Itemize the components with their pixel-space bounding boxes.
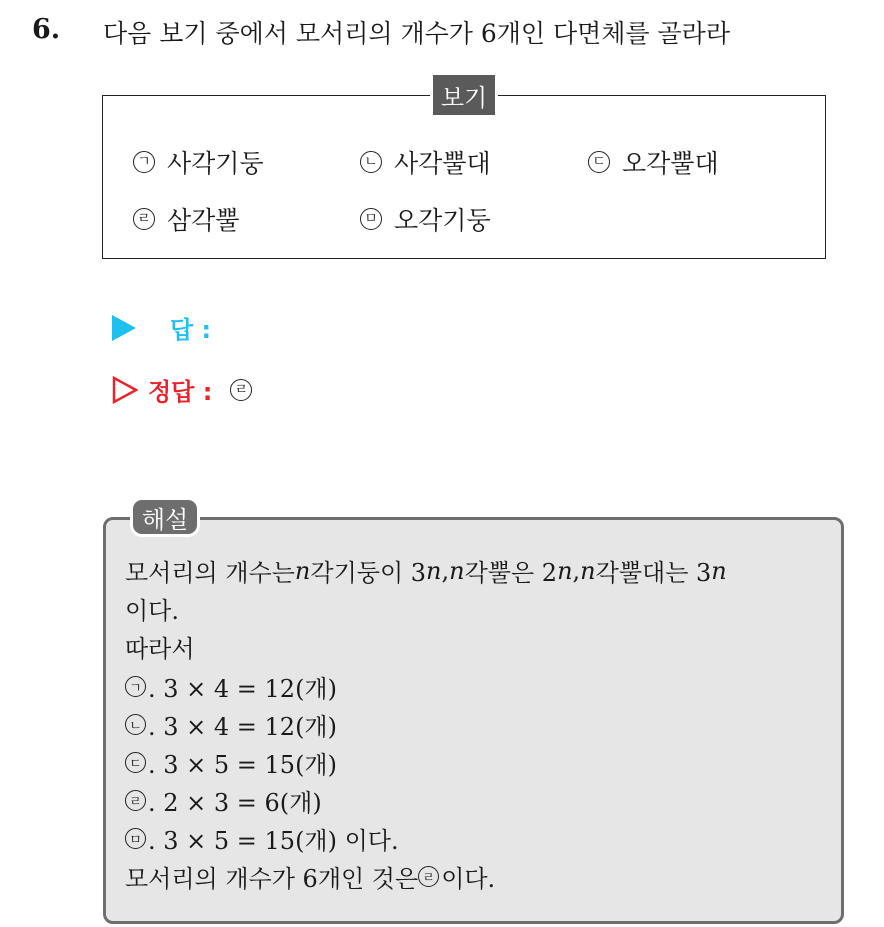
- option-1-text: 사각기둥: [167, 149, 264, 178]
- option-3-text: 오각뿔대: [622, 149, 719, 178]
- answer-arrow-icon: [112, 315, 136, 341]
- option-1: [133, 144, 264, 180]
- option-2-text: 사각뿔대: [394, 149, 491, 178]
- explanation-line-1: 모서리의 개수는 n 각기둥이 3 n , n 각뿔은 2 n , n 각뿔대는 3 n: [125, 556, 727, 587]
- option-1-marker: ㄱ: [133, 151, 155, 173]
- answer-label: 답 :: [170, 316, 212, 344]
- option-5-marker: ㅁ: [360, 208, 382, 230]
- explanation-conclusion: 모서리의 개수가 6개인 것은 ㄹ 이다.: [125, 865, 496, 893]
- correct-label: 정답 :: [148, 378, 213, 406]
- explanation-step-5: ㅁ . 3 × 5 = 15(개) 이다.: [125, 821, 399, 856]
- option-3: [588, 144, 719, 180]
- explanation-step-2: ㄴ . 3 × 4 = 12(개): [125, 707, 337, 742]
- explanation-line-2: 이다.: [125, 597, 179, 625]
- option-4-marker: ㄹ: [133, 208, 155, 230]
- option-5-text: 오각기둥: [394, 206, 491, 235]
- answer-row: [112, 310, 223, 345]
- correct-arrow-icon: [112, 376, 138, 404]
- correct-answer-row: [112, 372, 252, 407]
- option-2-marker: ㄴ: [360, 151, 382, 173]
- explanation-step-1: ㄱ . 3 × 4 = 12(개): [125, 669, 337, 704]
- option-5: [360, 201, 491, 237]
- explanation-line-3: 따라서: [125, 635, 195, 663]
- bogi-label: 보기: [430, 75, 498, 115]
- option-4-text: 삼각뿔: [167, 206, 240, 235]
- question-text: 다음 보기 중에서 모서리의 개수가 6개인 다면체를 골라라: [103, 19, 730, 48]
- explanation-label: 해설: [130, 497, 200, 537]
- option-2: [360, 144, 491, 180]
- explanation-step-3: ㄷ . 3 × 5 = 15(개): [125, 745, 337, 780]
- question-number: 6.: [32, 14, 61, 45]
- correct-marker: ㄹ: [230, 379, 252, 401]
- option-4: [133, 201, 239, 237]
- option-3-marker: ㄷ: [588, 151, 610, 173]
- explanation-step-4: ㄹ . 2 × 3 = 6(개): [125, 783, 322, 818]
